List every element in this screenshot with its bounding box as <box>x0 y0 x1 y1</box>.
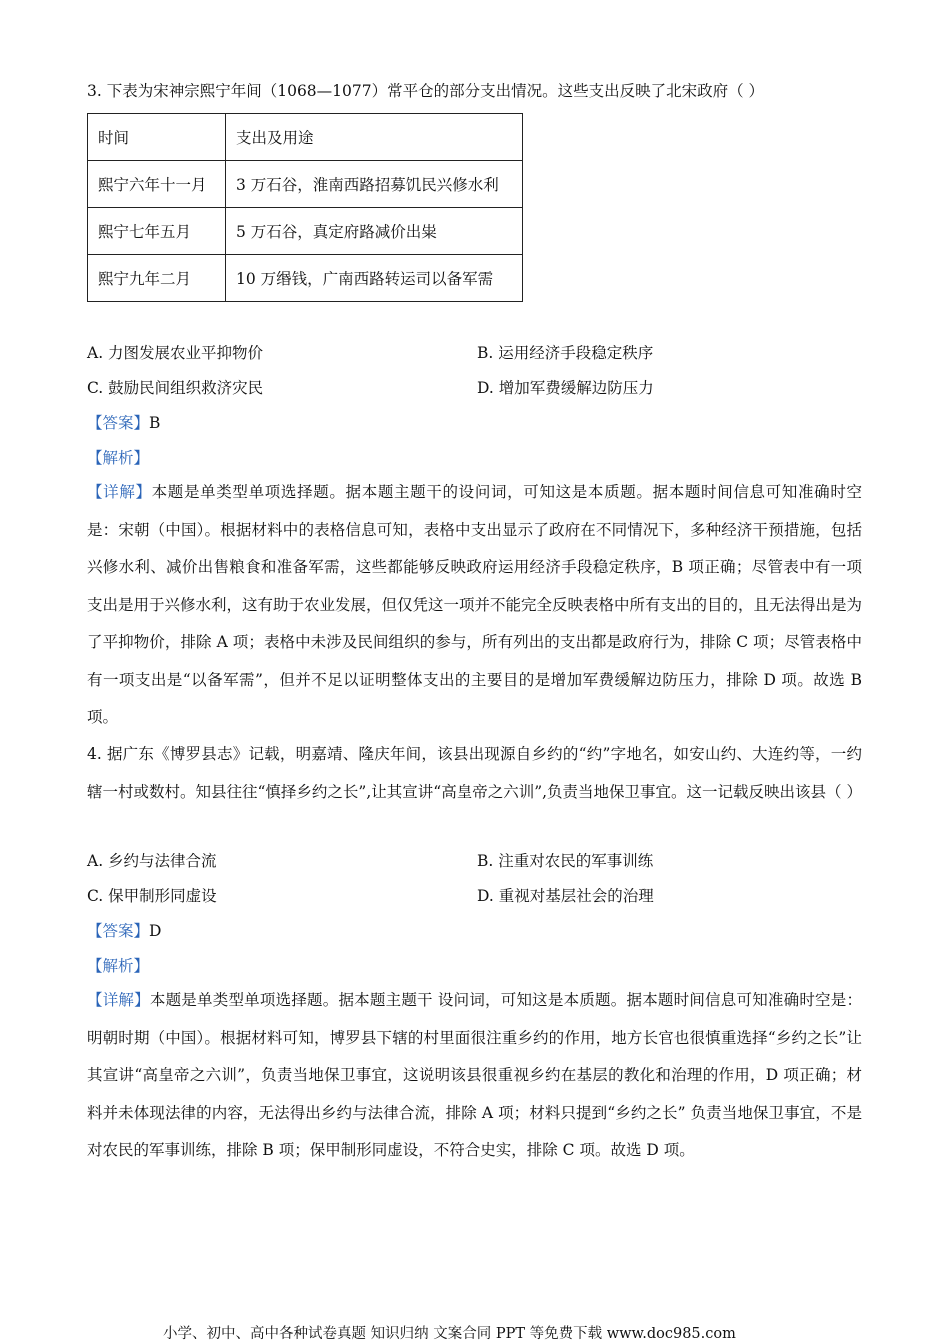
q3-table <box>87 113 523 302</box>
q4-detail <box>87 982 862 1170</box>
q3-answer <box>87 412 160 434</box>
footer-text: 小学、初中、高中各种试卷真题 知识归纳 文案合同 PPT 等免费下载 www.doc985.com <box>163 1326 736 1342</box>
answer-label: 【答案】 <box>87 922 150 940</box>
table-cell-time: 熙宁九年二月 <box>88 255 226 302</box>
table-cell-expense: 10 万缗钱，广南西路转运司以备军需 <box>226 255 523 302</box>
q3-option-b: B. 运用经济手段稳定秩序 <box>477 344 654 362</box>
table-row <box>88 208 523 255</box>
table-header-time: 时间 <box>88 114 226 161</box>
q4-option-b: B. 注重对农民的军事训练 <box>477 852 654 870</box>
table-cell-time: 熙宁六年十一月 <box>88 161 226 208</box>
q4-answer <box>87 920 161 942</box>
q4-option-d: D. 重视对基层社会的治理 <box>477 887 654 905</box>
detail-text: 本题是单类型单项选择题。据本题主题干的设问词，可知这是本质题。据本题时间信息可知准确时空是：宋朝（中国）。根据材料中的表格信息可知，表格中支出显示了政府在不同情况下，多种经济干预措施，包括兴修水利、减价出售粮食和准备军需，这些都能够反映政府运用经济手段稳定秩序，B 项正确；尽管表中有一项支出是用于兴修水利，这有助于农业发展，但仅凭这一项并不能完全反映表格中所有支出的目的，且无法得出是为了平抑物价，排除 A 项；表格中未涉及民间组织的参与，所有列出的支出都是政府行为，排除 C 项；尽管表格中有一项支出是“以备军需”，但并不足以证明整体支出的主要目的是增加军费缓解边防压力，排除 D 项。故选 B 项。 <box>87 483 863 726</box>
detail-label: 【详解】 <box>87 483 152 501</box>
table-cell-time: 熙宁七年五月 <box>88 208 226 255</box>
q3-detail <box>87 474 862 737</box>
q3-option-d: D. 增加军费缓解边防压力 <box>477 379 654 397</box>
answer-value: D <box>149 922 162 940</box>
q3-option-c: C. 鼓励民间组织救济灾民 <box>87 379 264 397</box>
q3-analysis-label: 【解析】 <box>87 449 150 467</box>
table-cell-expense: 5 万石谷，真定府路减价出粜 <box>226 208 523 255</box>
table-header-expense: 支出及用途 <box>226 114 523 161</box>
q4-option-c: C. 保甲制形同虚设 <box>87 887 217 905</box>
answer-value: B <box>149 414 161 432</box>
table-header-row <box>88 114 523 161</box>
detail-label: 【详解】 <box>87 991 150 1009</box>
answer-label: 【答案】 <box>87 414 150 432</box>
table-row <box>88 161 523 208</box>
q4-option-a: A. 乡约与法律合流 <box>87 852 217 870</box>
q3-stem: 3. 下表为宋神宗熙宁年间（1068—1077）常平仓的部分支出情况。这些支出反映了北宋政府（ ） <box>87 82 765 100</box>
q4-analysis-label: 【解析】 <box>87 957 150 975</box>
q3-option-a: A. 力图发展农业平抑物价 <box>87 344 264 362</box>
table-cell-expense: 3 万石谷，淮南西路招募饥民兴修水利 <box>226 161 523 208</box>
q4-stem: 4. 据广东《博罗县志》记载，明嘉靖、隆庆年间，该县出现源自乡约的“约”字地名，如安山约、大连约等，一约辖一村或数村。知县往往“慎择乡约之长”,让其宣讲“高皇帝之六训”,负责当地保卫事宜。这一记载反映出该县（ ） <box>87 745 862 801</box>
table-row <box>88 255 523 302</box>
detail-text: 本题是单类型单项选择题。据本题主题干 设问词，可知这是本质题。据本题时间信息可知准确时空是：明朝时期（中国）。根据材料可知，博罗县下辖的村里面很注重乡约的作用，地方长官也很慎重选择“乡约之长”让其宣讲“高皇帝之六训”，负责当地保卫事宜，这说明该县很重视乡约在基层的教化和治理的作用，D 项正确；材料并未体现法律的内容，无法得出乡约与法律合流，排除 A 项；材料只提到“乡约之长” 负责当地保卫事宜，不是对农民的军事训练，排除 B 项；保甲制形同虚设，不符合史实，排除 C 项。故选 D 项。 <box>87 991 862 1159</box>
